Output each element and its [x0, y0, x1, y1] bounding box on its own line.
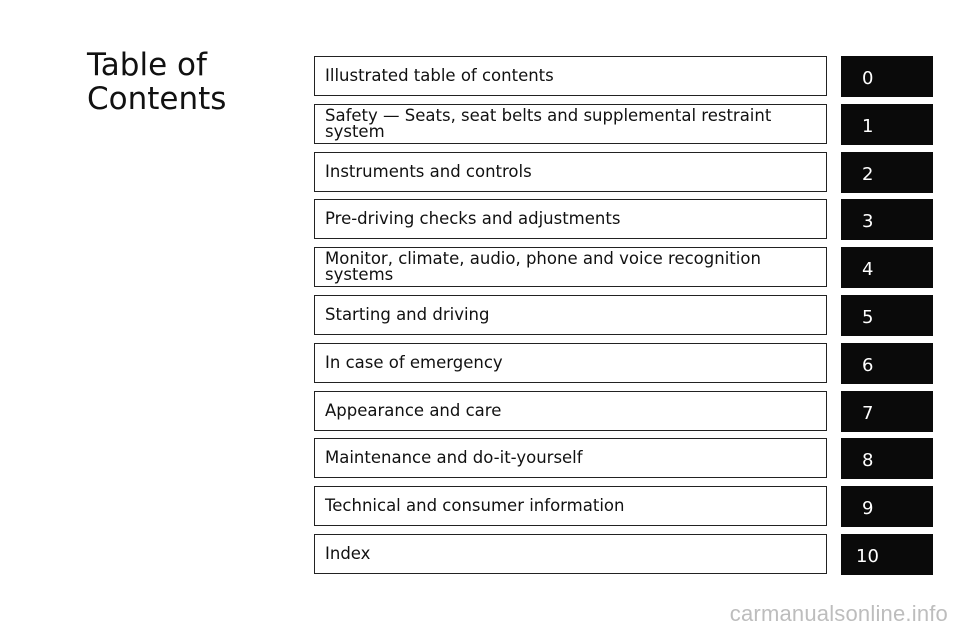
toc-row-chapter-8: [314, 438, 934, 480]
chapter-tab-10[interactable]: 10: [841, 534, 933, 575]
toc-row-chapter-9: [314, 486, 934, 528]
chapter-tab-4[interactable]: 4: [841, 247, 933, 288]
chapter-tab-3[interactable]: 3: [841, 199, 933, 240]
toc-row-chapter-4: [314, 247, 934, 289]
toc-entry-label: Maintenance and do-it-yourself: [325, 448, 583, 468]
page-title-line-2: Contents: [87, 81, 227, 117]
chapter-tab-2[interactable]: 2: [841, 152, 933, 193]
toc-row-chapter-5: [314, 295, 934, 337]
toc-entry-label: Safety — Seats, seat belts and supplemental restraint system: [325, 105, 772, 141]
toc-list: [314, 56, 934, 582]
page-title: [87, 48, 287, 116]
toc-entry-label: Appearance and care: [325, 400, 502, 420]
chapter-tab-7[interactable]: 7: [841, 391, 933, 432]
toc-entry-label: Monitor, climate, audio, phone and voice recognition systems: [325, 249, 761, 285]
toc-entry-label: In case of emergency: [325, 352, 503, 372]
toc-row-chapter-1: [314, 104, 934, 146]
toc-link-maintenance[interactable]: [314, 438, 827, 478]
toc-link-technical-and-consumer-information[interactable]: [314, 486, 827, 526]
toc-link-appearance-and-care[interactable]: [314, 391, 827, 431]
toc-row-chapter-2: [314, 152, 934, 194]
toc-entry-label: Instruments and controls: [325, 161, 532, 181]
toc-row-chapter-3: [314, 199, 934, 241]
chapter-tab-8[interactable]: 8: [841, 438, 933, 479]
watermark: carmanualsonline.info: [729, 601, 948, 626]
toc-entry-label: Illustrated table of contents: [325, 66, 554, 85]
chapter-tab-5[interactable]: 5: [841, 295, 933, 336]
chapter-tab-6[interactable]: 6: [841, 343, 933, 384]
toc-link-monitor-climate-audio[interactable]: [314, 247, 827, 287]
chapter-tab-0[interactable]: 0: [841, 56, 933, 97]
toc-row-chapter-6: [314, 343, 934, 385]
toc-link-safety[interactable]: [314, 104, 827, 144]
page-title-line-1: Table of: [87, 47, 207, 83]
toc-entry-label: Starting and driving: [325, 304, 490, 324]
toc-link-instruments-and-controls[interactable]: [314, 152, 827, 192]
toc-entry-label: Pre-driving checks and adjustments: [325, 209, 621, 229]
toc-row-chapter-0: [314, 56, 934, 98]
toc-entry-label: Index: [325, 543, 371, 563]
toc-link-illustrated-table-of-contents[interactable]: [314, 56, 827, 96]
toc-link-pre-driving-checks[interactable]: [314, 199, 827, 239]
toc-row-chapter-10: [314, 534, 934, 576]
toc-link-in-case-of-emergency[interactable]: [314, 343, 827, 383]
toc-row-chapter-7: [314, 391, 934, 433]
chapter-tab-9[interactable]: 9: [841, 486, 933, 527]
toc-link-starting-and-driving[interactable]: [314, 295, 827, 335]
chapter-tab-1[interactable]: 1: [841, 104, 933, 145]
toc-link-index[interactable]: [314, 534, 827, 574]
toc-entry-label: Technical and consumer information: [325, 496, 625, 516]
